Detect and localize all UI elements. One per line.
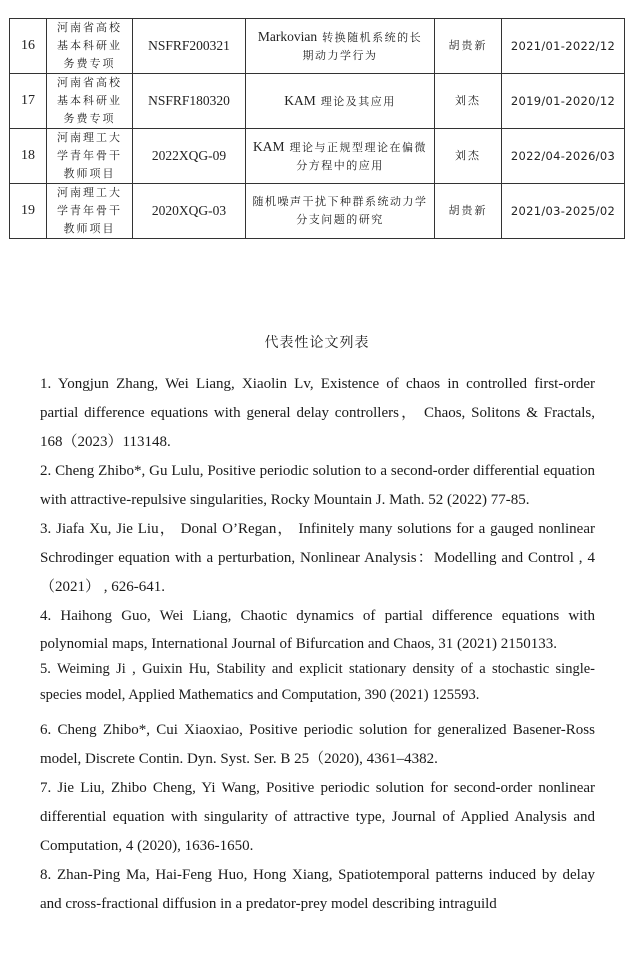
project-title-text: 理论及其应用: [320, 94, 396, 108]
paper-item: 6. Cheng Zhibo*, Cui Xiaoxiao, Positive periodic solution for generalized Basener-Ross model, Discrete Contin. Dyn. Syst. Ser. B 25（2020), 4361–4382.: [40, 722, 595, 767]
project-leader: 刘杰: [435, 129, 502, 184]
project-source: 河南理工大学青年骨干教师项目: [47, 129, 133, 184]
project-title-text: 转换随机系统的长期动力学行为: [302, 30, 423, 62]
paper-item: 4. Haihong Guo, Wei Liang, Chaotic dynamics of partial difference equations with polynomial maps, International Journal of Bifurcation and Chaos, 31 (2021) 2150133.: [40, 608, 595, 652]
project-source: 河南省高校基本科研业务费专项: [47, 74, 133, 129]
projects-table: [9, 18, 625, 239]
project-title: [246, 129, 435, 184]
project-title: [246, 74, 435, 129]
paper-item: 7. Jie Liu, Zhibo Cheng, Yi Wang, Positive periodic solution for second-order nonlinear differential equation with singularity of attractive type, Journal of Applied Analysis and Computation, 4 (2020), 1636-1650.: [40, 780, 595, 854]
project-period: 2022/04-2026/03: [502, 129, 625, 184]
project-period: 2021/03-2025/02: [502, 184, 625, 239]
table-row: [10, 184, 625, 239]
project-code: NSFRF200321: [133, 19, 246, 74]
project-code: NSFRF180320: [133, 74, 246, 129]
project-title-text: 理论与正规型理论在偏微分方程中的应用: [289, 140, 427, 172]
project-number: 19: [10, 184, 47, 239]
papers-list: [40, 370, 595, 919]
project-source: 河南理工大学青年骨干教师项目: [47, 184, 133, 239]
project-title: [246, 184, 435, 239]
project-leader: 胡贵新: [435, 19, 502, 74]
paper-item: 1. Yongjun Zhang, Wei Liang, Xiaolin Lv, Existence of chaos in controlled first-order partial difference equations with general delay controllers， Chaos, Solitons & Fractals, 168（2023）113148.: [40, 376, 595, 450]
project-title-latin: KAM: [252, 138, 285, 154]
project-number: 18: [10, 129, 47, 184]
project-number: 16: [10, 19, 47, 74]
table-row: [10, 19, 625, 74]
project-title-latin: KAM: [284, 92, 316, 108]
table-row: [10, 129, 625, 184]
project-code: 2022XQG-09: [133, 129, 246, 184]
paper-item: 5. Weiming Ji , Guixin Hu, Stability and explicit stationary density of a stochastic single-species model, Applied Mathematics and Computation, 390 (2021) 125593.: [40, 661, 595, 703]
project-source: 河南省高校基本科研业务费专项: [47, 19, 133, 74]
project-title-text: 随机噪声干扰下种群系统动力学分支问题的研究: [252, 195, 428, 226]
project-leader: 刘杰: [435, 74, 502, 129]
project-title: [246, 19, 435, 74]
paper-item: 8. Zhan-Ping Ma, Hai-Feng Huo, Hong Xiang, Spatiotemporal patterns induced by delay and cross-fractional diffusion in a predator-prey model describing intraguild: [40, 867, 595, 912]
project-title-latin: Markovian: [257, 28, 318, 44]
paper-item: 3. Jiafa Xu, Jie Liu， Donal O’Regan， Infinitely many solutions for a gauged nonlinear Schrodinger equation with a perturbation, Nonlinear Analysis：Modelling and Control , 4 （2021） , 626-641.: [40, 521, 595, 595]
project-number: 17: [10, 74, 47, 129]
project-period: 2019/01-2020/12: [502, 74, 625, 129]
section-title: 代表性论文列表: [264, 335, 370, 351]
project-leader: 胡贵新: [435, 184, 502, 239]
paper-item: 2. Cheng Zhibo*, Gu Lulu, Positive periodic solution to a second-order differential equation with attractive-repulsive singularities, Rocky Mountain J. Math. 52 (2022) 77-85.: [40, 463, 595, 508]
table-row: [10, 74, 625, 129]
project-period: 2021/01-2022/12: [502, 19, 625, 74]
project-code: 2020XQG-03: [133, 184, 246, 239]
